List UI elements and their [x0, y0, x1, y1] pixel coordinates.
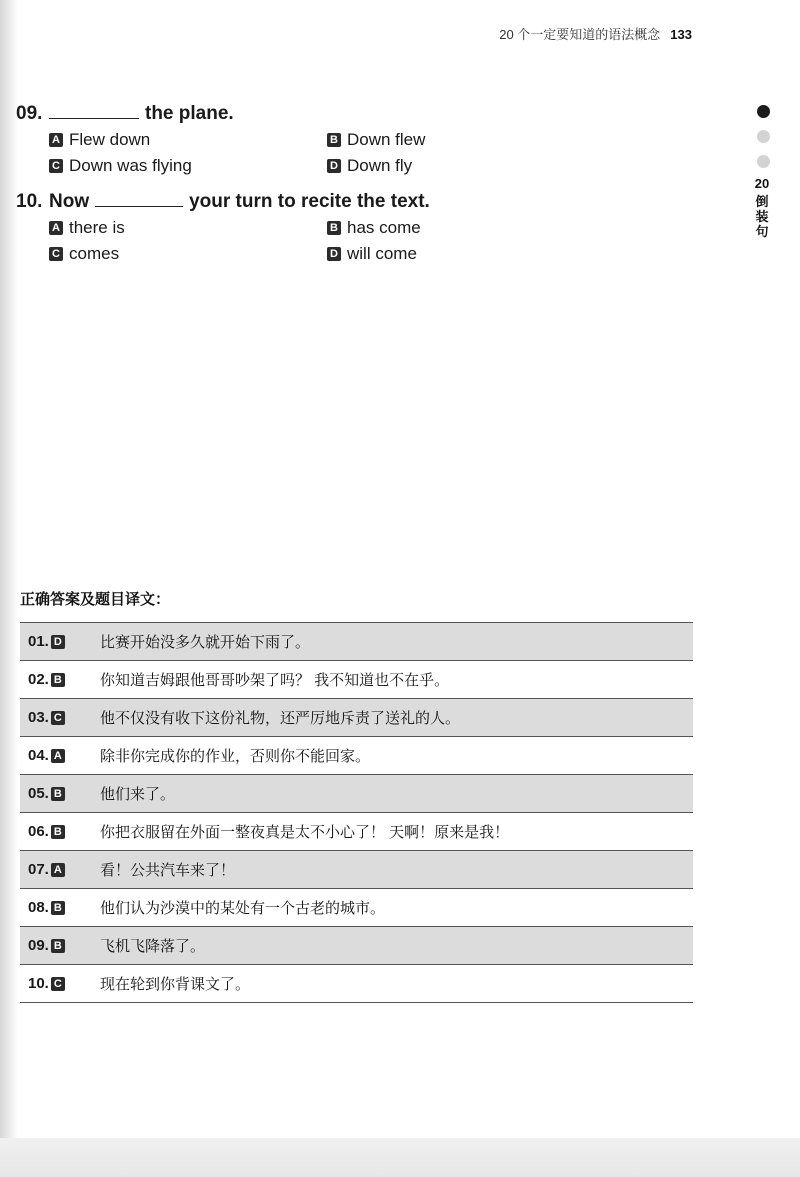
answer-number: 01.: [28, 633, 49, 650]
answer-row: [20, 699, 693, 737]
question-text-after: the plane.: [145, 103, 234, 124]
answer-translation: 他们来了。: [100, 786, 176, 803]
option-text: there is: [69, 218, 125, 237]
option-c: [49, 154, 327, 178]
question-text-after: your turn to recite the text.: [189, 191, 430, 212]
question-number: 10.: [16, 191, 43, 212]
question-text-before: Now: [49, 191, 90, 212]
answer-number: 10.: [28, 975, 49, 992]
option-key-icon: D: [327, 247, 341, 261]
option-a: [49, 216, 327, 240]
question-10: [16, 191, 696, 266]
question-09: [16, 103, 696, 178]
answer-number: 03.: [28, 709, 49, 726]
answer-key-icon: B: [51, 825, 65, 839]
answer-blank: [49, 104, 139, 119]
answer-number: 04.: [28, 747, 49, 764]
question-number: 09.: [16, 103, 43, 124]
answer-key-icon: A: [51, 749, 65, 763]
answer-number: 06.: [28, 823, 49, 840]
answer-key-icon: C: [51, 711, 65, 725]
option-key-icon: B: [327, 221, 341, 235]
book-title: 20 个一定要知道的语法概念: [499, 27, 661, 42]
answer-key-icon: B: [51, 901, 65, 915]
option-text: has come: [347, 218, 421, 237]
page-bottom-edge: [0, 1138, 800, 1177]
answer-number: 08.: [28, 899, 49, 916]
option-key-icon: A: [49, 133, 63, 147]
answer-translation: 飞机飞降落了。: [100, 938, 206, 955]
option-key-icon: B: [327, 133, 341, 147]
option-d: [327, 154, 607, 178]
answer-row: [20, 661, 693, 699]
answer-key-icon: B: [51, 939, 65, 953]
option-text: Flew down: [69, 130, 151, 149]
option-b: [327, 128, 607, 152]
answer-row: [20, 889, 693, 927]
answer-number: 09.: [28, 937, 49, 954]
option-b: [327, 216, 607, 240]
question-stem: [16, 103, 696, 127]
progress-dot-active: [757, 105, 770, 118]
option-key-icon: D: [327, 159, 341, 173]
options: [49, 128, 696, 178]
page-number: 133: [670, 27, 692, 42]
answer-translation: 看！公共汽车来了！: [100, 862, 236, 879]
answer-translation: 你把衣服留在外面一整夜真是太不小心了！ 天啊！原来是我！: [100, 824, 510, 841]
answer-row: [20, 965, 693, 1003]
running-header: [499, 24, 692, 43]
answers-heading: 正确答案及题目译文：: [20, 591, 171, 608]
answer-number: 02.: [28, 671, 49, 688]
answer-key-icon: B: [51, 787, 65, 801]
chapter-tab: [751, 176, 773, 239]
option-a: [49, 128, 327, 152]
options: [49, 216, 696, 266]
answer-number: 07.: [28, 861, 49, 878]
section-progress-dots: [755, 105, 771, 180]
answer-key-icon: A: [51, 863, 65, 877]
option-text: Down fly: [347, 156, 413, 175]
answer-translation: 现在轮到你背课文了。: [100, 976, 251, 993]
answer-key-icon: D: [51, 635, 65, 649]
answer-translation: 比赛开始没多久就开始下雨了。: [100, 634, 311, 651]
answer-number: 05.: [28, 785, 49, 802]
answer-row: [20, 775, 693, 813]
option-key-icon: C: [49, 247, 63, 261]
option-text: Down flew: [347, 130, 426, 149]
chapter-title: 倒装句: [755, 194, 769, 239]
option-d: [327, 242, 607, 266]
answer-row: [20, 851, 693, 889]
option-key-icon: A: [49, 221, 63, 235]
answer-key-icon: B: [51, 673, 65, 687]
answer-blank: [95, 192, 183, 207]
answer-row: [20, 813, 693, 851]
option-c: [49, 242, 327, 266]
chapter-number: 20: [754, 176, 770, 191]
progress-dot: [757, 155, 770, 168]
option-text: will come: [347, 244, 417, 263]
answer-translation: 他们认为沙漠中的某处有一个古老的城市。: [100, 900, 386, 917]
answer-row: [20, 622, 693, 661]
answer-table: [20, 622, 693, 1003]
answer-translation: 除非你完成你的作业，否则你不能回家。: [100, 748, 371, 765]
question-stem: [16, 191, 696, 215]
answer-key-icon: C: [51, 977, 65, 991]
answer-translation: 他不仅没有收下这份礼物，还严厉地斥责了送礼的人。: [100, 710, 461, 727]
answer-row: [20, 927, 693, 965]
answer-translation: 你知道吉姆跟他哥哥吵架了吗？ 我不知道也不在乎。: [100, 672, 450, 689]
option-key-icon: C: [49, 159, 63, 173]
option-text: Down was flying: [69, 156, 192, 175]
progress-dot: [757, 130, 770, 143]
answer-row: [20, 737, 693, 775]
option-text: comes: [69, 244, 120, 263]
